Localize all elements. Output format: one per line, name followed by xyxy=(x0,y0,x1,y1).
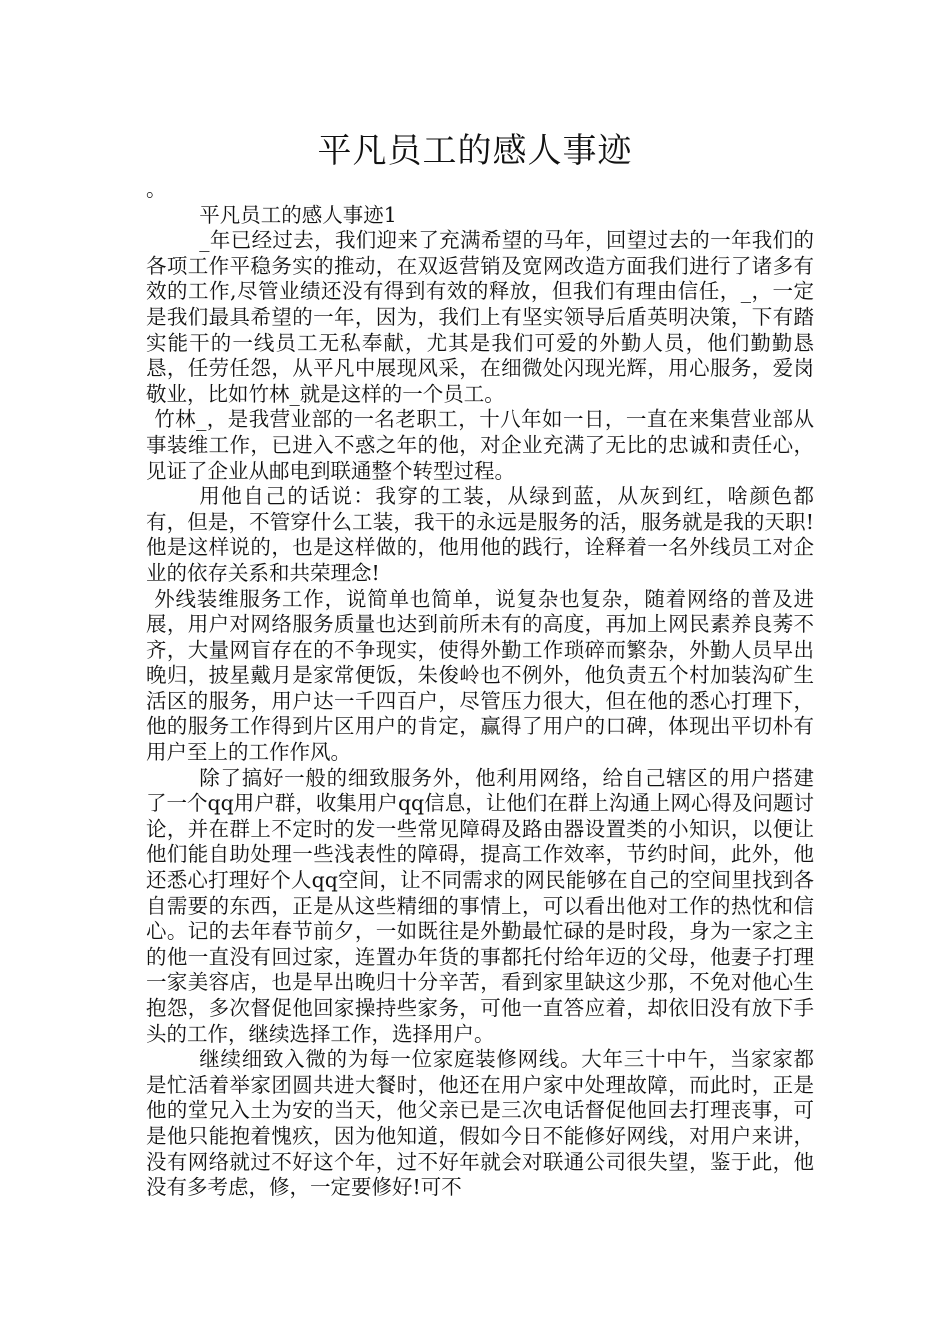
paragraph: _年已经过去，我们迎来了充满希望的马年，回望过去的一年我们的各项工作平稳务实的推动，在双返营销及宽网改造方面我们进行了诸多有效的工作,尽管业绩还没有得到有效的释放，但我们有理由信任，_，一定是我们最具希望的一年，因为，我们上有坚实领导后盾英明决策，下有踏实能干的一线员工无私奉献，尤其是我们可爱的外勤人员，他们勤勤恳恳，任劳任怨，从平凡中展现风采，在细微处闪现光辉，用心服务，爱岗敬业，比如竹林_就是这样的一个员工。 xyxy=(146,228,814,406)
paragraph: 用他自己的话说：我穿的工装，从绿到蓝，从灰到红，啥颜色都有，但是，不管穿什么工装，我干的永远是服务的活，服务就是我的天职!他是这样说的，也是这样做的，他用他的践行，诠释着一名外线员工对企业的依存关系和共荣理念! xyxy=(146,484,814,585)
paragraph: 外线装维服务工作，说简单也简单，说复杂也复杂，随着网络的普及进展，用户对网络服务质量也达到前所未有的高度，再加上网民素养良莠不齐，大量网盲存在的不争现实，使得外勤工作琐碎而繁杂，外勤人员早出晚归，披星戴月是家常便饭，朱俊岭也不例外，他负责五个村加装沟矿生活区的服务，用户达一千四百户，尽管压力很大，但在他的悉心打理下，他的服务工作得到片区用户的肯定，赢得了用户的口碑，体现出平切朴有用户至上的工作作风。 xyxy=(146,586,814,765)
document-body xyxy=(146,177,814,1201)
paragraph: 除了搞好一般的细致服务外，他利用网络，给自己辖区的用户搭建了一个qq用户群，收集用户qq信息，让他们在群上沟通上网心得及问题讨论，并在群上不定时的发一些常见障碍及路由器设置类的小知识，以便让他们能自助处理一些浅表性的障碍，提高工作效率，节约时间，此外，他还悉心打理好个人qq空间，让不同需求的网民能够在自己的空间里找到各自需要的东西，正是从这些精细的事情上，可以看出他对工作的热忱和信心。记的去年春节前夕，一如既往是外勤最忙碌的是时段，身为一家之主的他一直没有回过家，连置办年货的事都托付给年迈的父母，他妻子打理一家美容店，也是早出晚归十分辛苦，看到家里缺这少那，不免对他心生抱怨，多次督促他回家操持些家务，可他一直答应着，却依旧没有放下手头的工作，继续选择工作，选择用户。 xyxy=(146,765,814,1046)
paragraph: 继续细致入微的为每一位家庭装修网线。大年三十中午，当家家都是忙活着举家团圆共进大餐时，他还在用户家中处理故障，而此时，正是他的堂兄入土为安的当天，他父亲已是三次电话督促他回去打理丧事，可是他只能抱着愧疚，因为他知道，假如今日不能修好网线，对用户来讲，没有网络就过不好这个年，过不好年就会对联通公司很失望，鉴于此，他没有多考虑，修，一定要修好!可不 xyxy=(146,1047,814,1200)
paragraph-stray-mark: 。 xyxy=(146,177,167,201)
page-title: 平凡员工的感人事迹 xyxy=(317,131,633,171)
paragraph: 竹林_，是我营业部的一名老职工，十八年如一日，一直在来集营业部从事装维工作，已进入不惑之年的他，对企业充满了无比的忠诚和责任心，见证了企业从邮电到联通整个转型过程。 xyxy=(146,407,814,483)
section-heading: 平凡员工的感人事迹1 xyxy=(199,202,397,227)
